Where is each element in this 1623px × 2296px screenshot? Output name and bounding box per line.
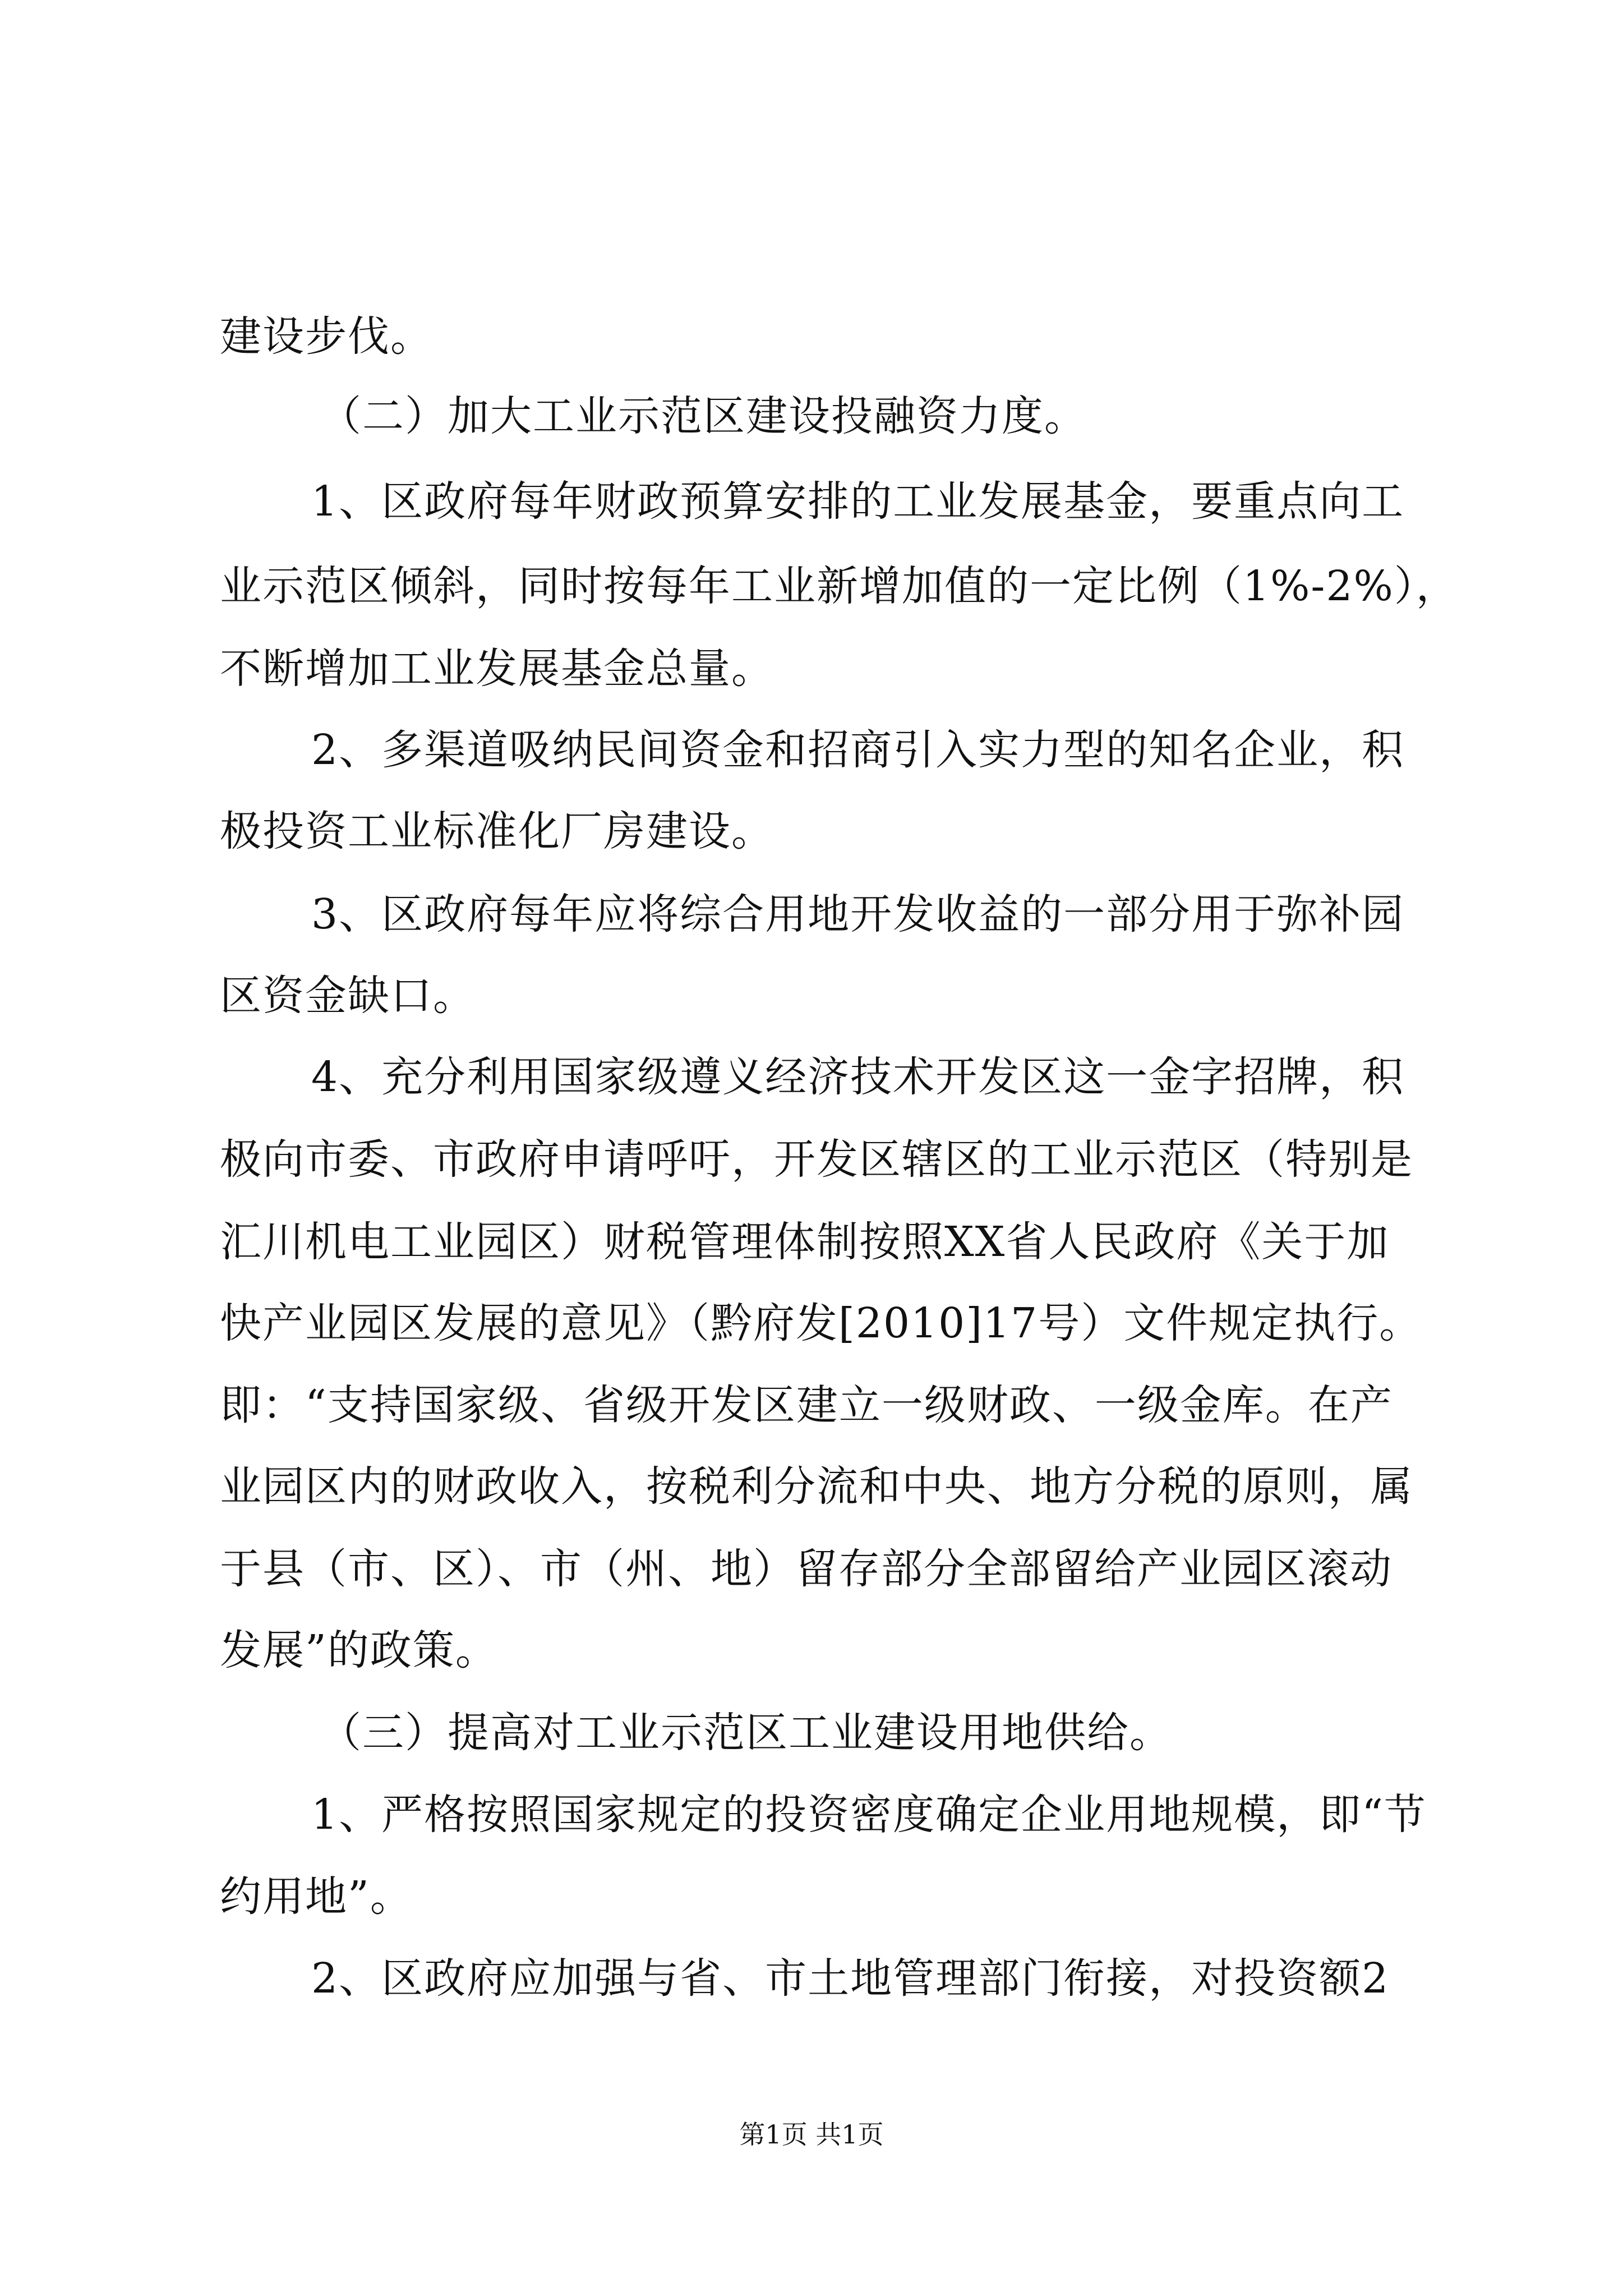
text-line-6: 2、多渠道吸纳民间资金和招商引入实力型的知名企业，积 xyxy=(311,726,1405,774)
text-line-8: 3、区政府每年应将综合用地开发收益的一部分用于弥补园 xyxy=(311,890,1405,938)
text-line-14: 即：“支持国家级、省级开发区建立一级财政、一级金库。在产 xyxy=(220,1381,1393,1429)
text-line-3: 1、区政府每年财政预算安排的工业发展基金，要重点向工 xyxy=(311,477,1405,526)
text-line-1: 建设步伐。 xyxy=(220,312,433,361)
text-line-21: 2、区政府应加强与省、市土地管理部门衔接，对投资额2 xyxy=(311,1954,1390,2003)
text-line-15: 业园区内的财政收入，按税利分流和中央、地方分税的原则，属 xyxy=(220,1462,1413,1511)
text-line-5: 不断增加工业发展基金总量。 xyxy=(220,645,774,693)
page-footer: 第1页 共1页 xyxy=(739,2119,884,2150)
text-line-4: 业示范区倾斜，同时按每年工业新增加值的一定比例（1%-2%）， xyxy=(220,562,1459,610)
text-line-17: 发展”的政策。 xyxy=(220,1626,498,1674)
text-line-16: 于县（市、区）、市（州、地）留存部分全部留给产业园区滚动 xyxy=(220,1545,1393,1593)
text-line-10: 4、充分利用国家级遵义经济技术开发区这一金字招牌，积 xyxy=(311,1053,1405,1101)
text-line-12: 汇川机电工业园区）财税管理体制按照XX省人民政府《关于加 xyxy=(220,1218,1390,1266)
section-heading-2: （二）加大工业示范区建设投融资力度。 xyxy=(320,392,1087,440)
text-line-19: 1、严格按照国家规定的投资密度确定企业用地规模，即“节 xyxy=(311,1791,1427,1839)
text-line-7: 极投资工业标准化厂房建设。 xyxy=(220,807,774,855)
text-line-20: 约用地”。 xyxy=(220,1872,413,1921)
text-line-13: 快产业园区发展的意见》（黔府发[2010]17号）文件规定执行。 xyxy=(220,1299,1422,1347)
section-heading-3: （三）提高对工业示范区工业建设用地供给。 xyxy=(320,1709,1172,1757)
text-line-9: 区资金缺口。 xyxy=(220,972,476,1020)
text-line-11: 极向市委、市政府申请呼吁，开发区辖区的工业示范区（特别是 xyxy=(220,1135,1413,1184)
